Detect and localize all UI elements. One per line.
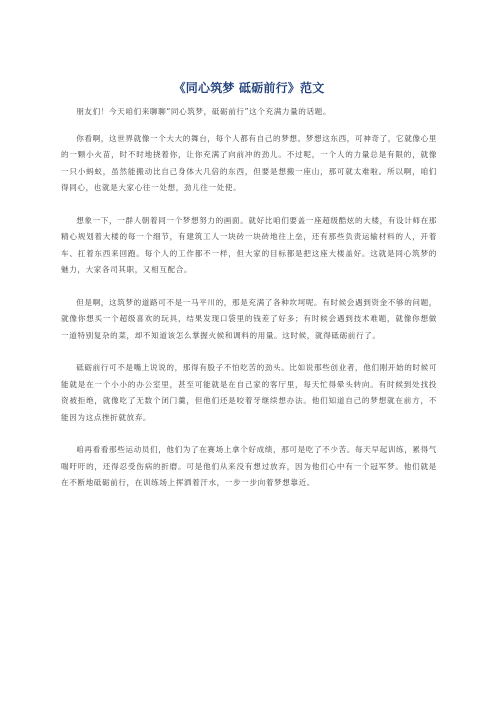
paragraph-entrepreneurs: 砥砺前行可不是嘴上说说的，那得有股子不怕吃苦的劲头。比如说那些创业者，他们刚开始的时候可能就是在一个小小的办公室里，甚至可能就是在自己家的客厅里，每天忙得晕头转向。有时候到处找投资被拒绝，就像吃了无数个闭门羹，但他们还是咬着牙继续想办法。他们知道自己的梦想就在前方，不能因为这点挫折就放弃。	[61, 363, 437, 422]
paragraph-obstacles: 但是啊，这筑梦的道路可不是一马平川的，那是充满了各种坎坷呢。有时候会遇到资金不够的问题，就像你想买一个超级喜欢的玩具，结果发现口袋里的钱差了好多；有时候会遇到技术难题，就像你想做一道特别复杂的菜，却不知道该怎么掌握火候和调料的用量。这时候，就得砥砺前行了。	[61, 297, 437, 340]
paragraph-athletes: 咱再看看那些运动员们，他们为了在赛场上拿个好成绩，那可是吃了不少苦。每天早起训练，累得气喘吁吁的，还得忍受伤病的折磨。可是他们从来没有想过放弃，因为他们心中有一个冠军梦。他们就是在不断地砥砺前行，在训练场上挥洒着汗水，一步一步向着梦想靠近。	[61, 445, 437, 487]
paragraph-dream-stage: 你看啊，这世界就像一个大大的舞台，每个人都有自己的梦想。梦想这东西，可神奇了，它就像心里的一颗小火苗，时不时地挠着你，让你充满了向前冲的劲儿。不过呢，一个人的力量总是有限的，就像一只小蚂蚁，虽然能搬动比自己身体大几倍的东西，但要是想搬一座山，那可就太难啦。所以啊，咱们得同心，也就是大家心往一处想，劲儿往一处使。	[61, 133, 437, 192]
document-title: 《同心筑梦 砥砺前行》范文	[173, 81, 325, 95]
paragraph-building: 想象一下，一群人朝着同一个梦想努力的画面。就好比咱们要盖一座超级酷炫的大楼，有设计师在那精心规划着大楼的每一个细节，有建筑工人一块砖一块砖地往上垒，还有那些负责运输材料的人，开着车、扛着东西来回跑。每个人的工作都不一样，但大家的目标都是把这座大楼盖好。这就是同心筑梦的魅力，大家各司其职，又相互配合。	[61, 215, 437, 274]
paragraph-intro: 朋友们！今天咱们来聊聊“同心筑梦，砥砺前行”这个充满力量的话题。	[76, 107, 332, 116]
